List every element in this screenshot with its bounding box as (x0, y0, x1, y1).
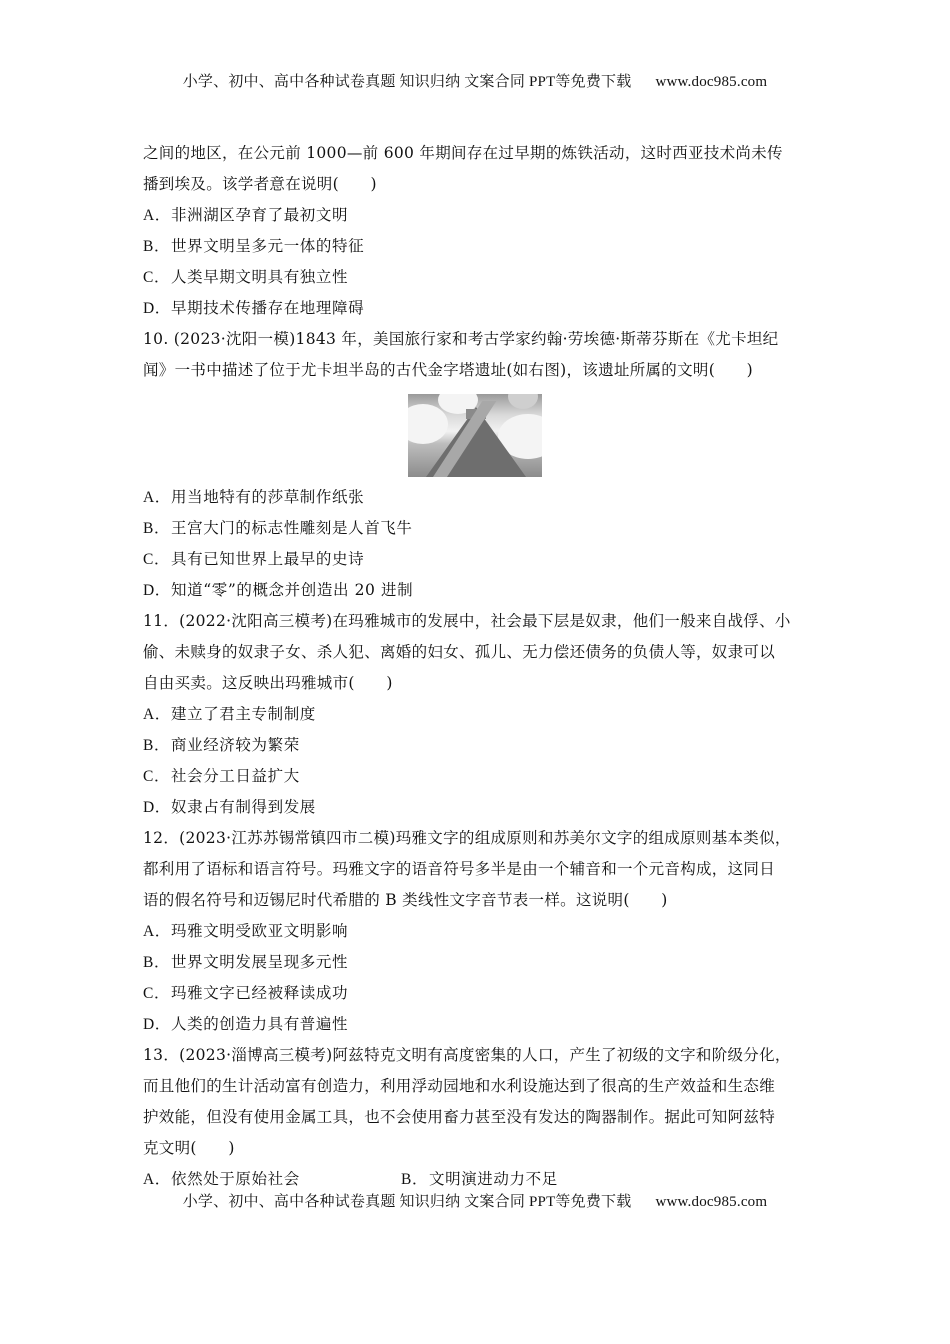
question-text: 克文明( ) (143, 1139, 235, 1157)
option-b[interactable]: B．世界文明呈多元一体的特征 (143, 237, 365, 255)
question-text: 护效能，但没有使用金属工具，也不会使用畜力甚至没有发达的陶器制作。据此可知阿兹特 (143, 1108, 776, 1126)
question-9 (143, 138, 823, 324)
question-10 (143, 324, 823, 606)
question-text: 而且他们的生计活动富有创造力，利用浮动园地和水利设施达到了很高的生产效益和生态维 (143, 1077, 776, 1095)
option-a[interactable]: A．建立了君主专制制度 (143, 705, 316, 723)
header-site-link[interactable]: www.doc985.com (655, 74, 768, 90)
question-text: 都利用了语标和语言符号。玛雅文字的语音符号多半是由一个辅音和一个元音构成，这同日 (143, 860, 776, 878)
option-d[interactable]: D．早期技术传播存在地理障碍 (143, 299, 365, 317)
question-text: 自由买卖。这反映出玛雅城市( ) (143, 674, 393, 692)
option-d[interactable]: D．奴隶占有制得到发展 (143, 798, 316, 816)
exam-content (143, 138, 823, 1195)
option-b[interactable]: B．文明演进动力不足 (401, 1170, 558, 1188)
footer-site-link[interactable]: www.doc985.com (655, 1194, 768, 1210)
question-text: 之间的地区，在公元前 1000—前 600 年期间存在过早期的炼铁活动，这时西亚技术尚未传 (143, 144, 783, 162)
option-a[interactable]: A．用当地特有的莎草制作纸张 (143, 488, 365, 506)
header-text: 小学、初中、高中各种试卷真题 知识归纳 文案合同 PPT等免费下载 (182, 74, 632, 90)
pyramid-photo (408, 394, 542, 477)
option-b[interactable]: B．王宫大门的标志性雕刻是人首飞牛 (143, 519, 413, 537)
question-13 (143, 1040, 823, 1195)
question-text: 闻》一书中描述了位于尤卡坦半岛的古代金字塔遗址(如右图)，该遗址所属的文明( ) (143, 361, 753, 379)
question-text: 播到埃及。该学者意在说明( ) (143, 175, 377, 193)
question-12 (143, 823, 823, 1040)
option-d[interactable]: D．知道“零”的概念并创造出 20 进制 (143, 581, 414, 599)
option-b[interactable]: B．世界文明发展呈现多元性 (143, 953, 349, 971)
question-text: 语的假名符号和迈锡尼时代希腊的 B 类线性文字音节表一样。这说明( ) (143, 891, 668, 909)
question-text: 13．(2023·淄博高三模考)阿兹特克文明有高度密集的人口，产生了初级的文字和阶级分化， (143, 1046, 791, 1064)
page-header (0, 70, 950, 91)
option-c[interactable]: C．人类早期文明具有独立性 (143, 268, 349, 286)
option-c[interactable]: C．具有已知世界上最早的史诗 (143, 550, 365, 568)
option-b[interactable]: B．商业经济较为繁荣 (143, 736, 300, 754)
figure-container (143, 386, 823, 482)
option-c[interactable]: C．玛雅文字已经被释读成功 (143, 984, 349, 1002)
page-footer (0, 1190, 950, 1211)
question-text: 10. (2023·沈阳一模)1843 年，美国旅行家和考古学家约翰·劳埃德·斯蒂芬斯在《尤卡坦纪 (143, 330, 779, 348)
footer-text: 小学、初中、高中各种试卷真题 知识归纳 文案合同 PPT等免费下载 (182, 1194, 632, 1210)
question-text: 11．(2022·沈阳高三模考)在玛雅城市的发展中，社会最下层是奴隶，他们一般来自战俘、小 (143, 612, 791, 630)
option-d[interactable]: D．人类的创造力具有普遍性 (143, 1015, 349, 1033)
option-c[interactable]: C．社会分工日益扩大 (143, 767, 300, 785)
question-11 (143, 606, 823, 823)
question-text: 12．(2023·江苏苏锡常镇四市二模)玛雅文字的组成原则和苏美尔文字的组成原则基本类似， (143, 829, 791, 847)
option-a[interactable]: A．依然处于原始社会 (143, 1170, 300, 1188)
option-a[interactable]: A．玛雅文明受欧亚文明影响 (143, 922, 349, 940)
option-a[interactable]: A．非洲湖区孕育了最初文明 (143, 206, 349, 224)
question-text: 偷、未赎身的奴隶子女、杀人犯、离婚的妇女、孤儿、无力偿还债务的负债人等，奴隶可以 (143, 643, 776, 661)
